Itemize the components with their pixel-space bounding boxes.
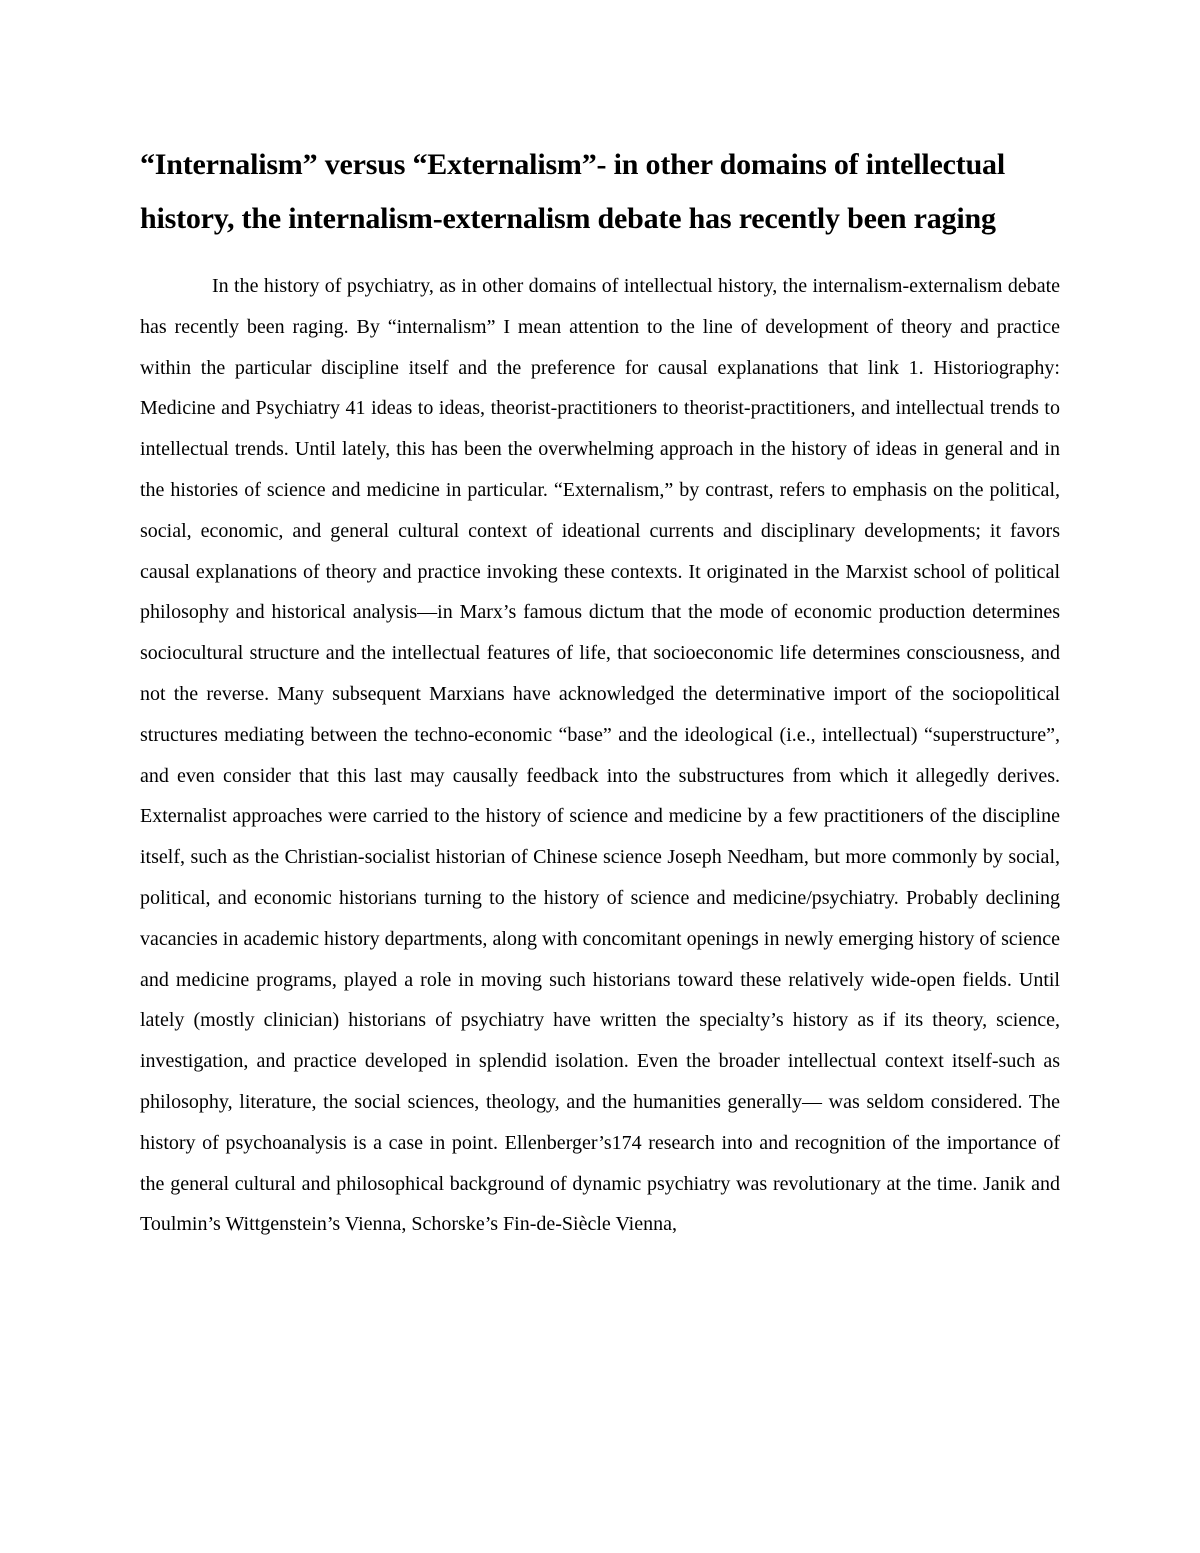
document-page — [140, 138, 1060, 1245]
body-paragraph: In the history of psychiatry, as in other domains of intellectual history, the internalism-externalism debate has recently been raging. By “internalism” I mean attention to the line of development of theory and practice within the particular discipline itself and the preference for causal explanations that link 1. Historiography: Medicine and Psychiatry 41 ideas to ideas, theorist-practitioners to theorist-practitioners, and intellectual trends to intellectual trends. Until lately, this has been the overwhelming approach in the history of ideas in general and in the histories of science and medicine in particular. “Externalism,” by contrast, refers to emphasis on the political, social, economic, and general cultural context of ideational currents and disciplinary developments; it favors causal explanations of theory and practice invoking these contexts. It originated in the Marxist school of political philosophy and historical analysis—in Marx’s famous dictum that the mode of economic production determines sociocultural structure and the intellectual features of life, that socioeconomic life determines consciousness, and not the reverse. Many subsequent Marxians have acknowledged the determinative import of the sociopolitical structures mediating between the techno-economic “base” and the ideological (i.e., intellectual) “superstructure”, and even consider that this last may causally feedback into the substructures from which it allegedly derives. Externalist approaches were carried to the history of science and medicine by a few practitioners of the discipline itself, such as the Christian-socialist historian of Chinese science Joseph Needham, but more commonly by social, political, and economic historians turning to the history of science and medicine/psychiatry. Probably declining vacancies in academic history departments, along with concomitant openings in newly emerging history of science and medicine programs, played a role in moving such historians toward these relatively wide-open fields. Until lately (mostly clinician) historians of psychiatry have written the specialty’s history as if its theory, science, investigation, and practice developed in splendid isolation. Even the broader intellectual context itself-such as philosophy, literature, the social sciences, theology, and the humanities generally— was seldom considered. The history of psychoanalysis is a case in point. Ellenberger’s174 research into and recognition of the importance of the general cultural and philosophical background of dynamic psychiatry was revolutionary at the time. Janik and Toulmin’s Wittgenstein’s Vienna, Schorske’s Fin-de-Siècle Vienna, — [140, 275, 1060, 1236]
document-title: “Internalism” versus “Externalism”- in other domains of intellectual history, the internalism-externalism debate has recently been raging — [140, 148, 1005, 235]
